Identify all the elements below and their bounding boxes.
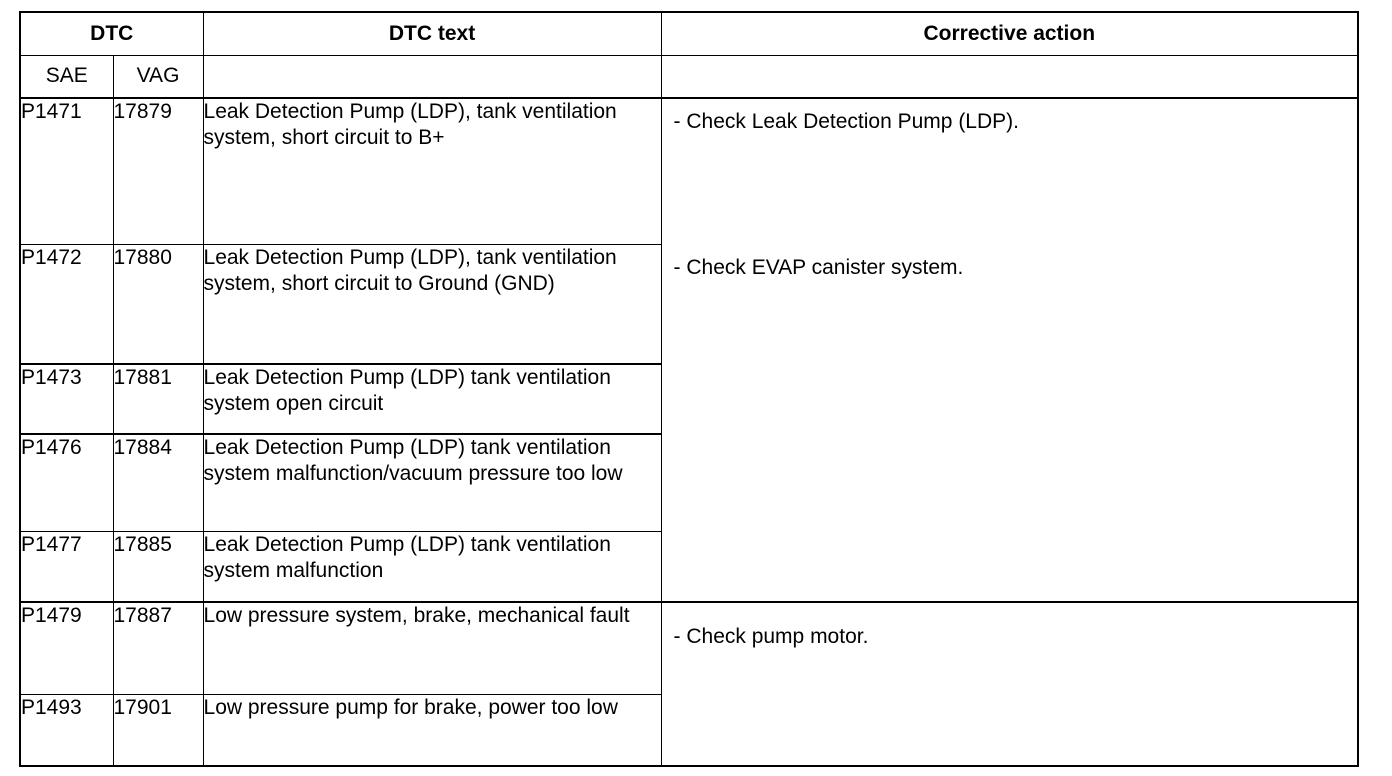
corrective-action-header: Corrective action xyxy=(661,12,1358,55)
sae-code: P1479 xyxy=(20,602,113,694)
table-row xyxy=(20,98,1358,244)
dtc-table xyxy=(19,11,1359,767)
vag-code: 17884 xyxy=(113,434,203,531)
dtc-description: Leak Detection Pump (LDP) tank ventilation system malfunction/vacuum pressure too low xyxy=(203,434,661,531)
vag-code: 17881 xyxy=(113,364,203,434)
action-check-ldp: - Check Leak Detection Pump (LDP). xyxy=(673,110,1019,133)
dtc-description: Leak Detection Pump (LDP) tank ventilation system malfunction xyxy=(203,531,661,602)
vag-header: VAG xyxy=(113,55,203,98)
vag-code: 17901 xyxy=(113,694,203,766)
sae-code: P1476 xyxy=(20,434,113,531)
header-row xyxy=(20,12,1358,55)
vag-code: 17879 xyxy=(113,98,203,244)
corrective-action-group-2 xyxy=(661,602,1358,766)
vag-code: 17887 xyxy=(113,602,203,694)
dtc-description: Leak Detection Pump (LDP), tank ventilation system, short circuit to B+ xyxy=(203,98,661,244)
subheader-row xyxy=(20,55,1358,98)
action-check-evap: - Check EVAP canister system. xyxy=(673,256,964,279)
corrective-action-group-1 xyxy=(661,98,1358,602)
vag-code: 17885 xyxy=(113,531,203,602)
dtc-description: Low pressure system, brake, mechanical fault xyxy=(203,602,661,694)
sae-code: P1473 xyxy=(20,364,113,434)
dtc-description: Leak Detection Pump (LDP) tank ventilation system open circuit xyxy=(203,364,661,434)
dtc-text-header: DTC text xyxy=(203,12,661,55)
dtc-description: Leak Detection Pump (LDP), tank ventilation system, short circuit to Ground (GND) xyxy=(203,244,661,364)
dtc-text-subheader-empty xyxy=(203,55,661,98)
corrective-action-subheader-empty xyxy=(661,55,1358,98)
dtc-header: DTC xyxy=(20,12,203,55)
sae-code: P1471 xyxy=(20,98,113,244)
table-row xyxy=(20,602,1358,694)
sae-code: P1472 xyxy=(20,244,113,364)
sae-header: SAE xyxy=(20,55,113,98)
sae-code: P1493 xyxy=(20,694,113,766)
sae-code: P1477 xyxy=(20,531,113,602)
action-check-pump-motor: - Check pump motor. xyxy=(673,625,869,648)
dtc-description: Low pressure pump for brake, power too low xyxy=(203,694,661,766)
vag-code: 17880 xyxy=(113,244,203,364)
